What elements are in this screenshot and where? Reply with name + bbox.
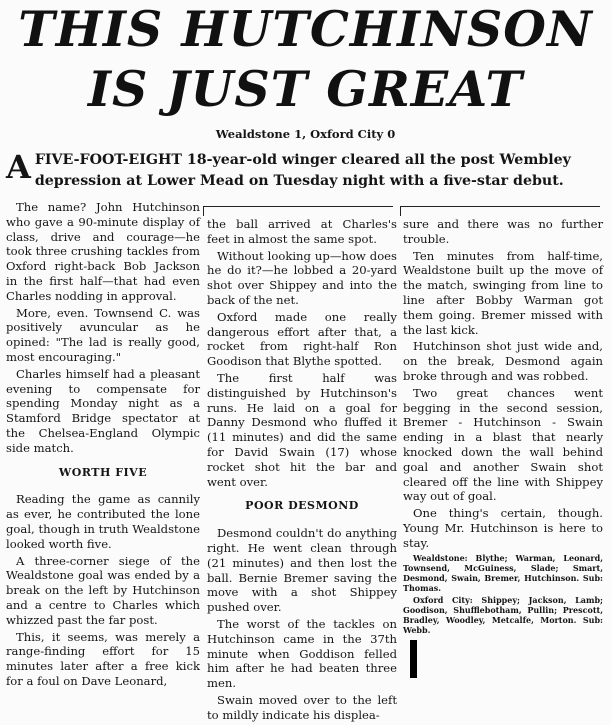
paragraph: Oxford made one really dangerous effort after that, a rocket from right-half Ron Goodison that Blythe spotted. bbox=[207, 309, 397, 369]
headline-line-2: IS JUST GREAT bbox=[88, 60, 523, 118]
column-rule-top-2 bbox=[203, 206, 393, 207]
column-divider-1 bbox=[203, 206, 204, 216]
paragraph: Reading the game as cannily as ever, he contributed the lone goal, though in truth Wealdstone looked worth five. bbox=[6, 492, 200, 551]
paragraph: Ten minutes from half-time, Wealdstone built up the move of the match, swinging from line to line after Bobby Warman got them going. Bremer missed with the last kick. bbox=[403, 248, 603, 337]
intro-paragraph bbox=[6, 150, 606, 192]
team-lineup-oxford: Oxford City: Shippey; Jackson, Lamb; Goodison, Shufflebotham, Pullin; Prescott, Bradley, Woodley, Metcalfe, Morton. Sub: Webb. bbox=[403, 594, 603, 635]
paragraph: The name? John Hutchinson who gave a 90-minute display of class, drive and courage—he took three crushing tackles from Oxford right-back Bob Jackson in the first half—that had even Charles nodding in approval. bbox=[6, 200, 200, 303]
paragraph: More, even. Townsend C. was positively avuncular as he opined: "The lad is really good, most encouraging." bbox=[6, 305, 200, 364]
paragraph: One thing's certain, though. Young Mr. Hutchinson is here to stay. bbox=[403, 506, 603, 550]
article-column-1 bbox=[6, 200, 200, 691]
paragraph: Swain moved over to the left to mildly indicate his displea- bbox=[207, 692, 397, 722]
paragraph: Hutchinson shot just wide and, on the break, Desmond again broke through and was robbed. bbox=[403, 339, 603, 383]
headline-line-1: THIS HUTCHINSON bbox=[18, 0, 593, 58]
paragraph: The worst of the tackles on Hutchinson came in the 37th minute when Goddison felled him after he had beaten three men. bbox=[207, 616, 397, 691]
paragraph: sure and there was no further trouble. bbox=[403, 217, 603, 246]
team-lineup-wealdstone: Wealdstone: Blythe; Warman, Leonard, Townsend, McGuiness, Slade; Smart, Desmond, Swain, Bremer, Hutchinson. Sub: Thomas. bbox=[403, 552, 603, 593]
paragraph: the ball arrived at Charles's feet in almost the same spot. bbox=[207, 217, 397, 246]
paragraph: Desmond couldn't do anything right. He went clean through (21 minutes) and then lost the ball. Bernie Bremer saving the move with a shot Shippey pushed over. bbox=[207, 526, 397, 615]
intro-text: FIVE-FOOT-EIGHT 18-year-old winger cleared all the post Wembley depression at Lower Mead on Tuesday night with a five-star debut. bbox=[34, 152, 571, 189]
column-divider-2 bbox=[400, 206, 401, 216]
paragraph: A three-corner siege of the Wealdstone goal was ended by a break on the left by Hutchinson and a centre to Charles which whizzed past the far post. bbox=[6, 553, 200, 627]
paragraph: The first half was distinguished by Hutchinson's runs. He laid on a goal for Danny Desmond who fluffed it (11 minutes) and did the same for David Swain (17) whose rocket shot hit the bar and went over. bbox=[207, 370, 397, 489]
subheading-poor-desmond: POOR DESMOND bbox=[245, 499, 359, 513]
article-column-3 bbox=[403, 217, 603, 637]
subheading-worth-five: WORTH FIVE bbox=[58, 465, 148, 479]
paragraph: Charles himself had a pleasant evening to compensate for spending Monday night as a Stamford Bridge spectator at the Chelsea-England Olympic side match. bbox=[6, 366, 200, 455]
paragraph: Two great chances went begging in the second session, Bremer - Hutchinson - Swain ending in a blast that nearly knocked down the wall behind goal and another Swain shot cleared off the line with Shippey way out of goal. bbox=[403, 385, 603, 504]
paragraph: This, it seems, was merely a range-finding effort for 15 minutes later after a free kick for a foul on Dave Leonard, bbox=[6, 629, 200, 688]
paragraph: Without looking up—how does he do it?—he lobbed a 20-yard shot over Shippey and into the back of the net. bbox=[207, 248, 397, 307]
match-score: Wealdstone 1, Oxford City 0 bbox=[215, 127, 396, 141]
article-column-2 bbox=[207, 217, 397, 725]
drop-cap: A bbox=[6, 148, 31, 186]
end-bar bbox=[410, 640, 417, 678]
column-rule-top-3 bbox=[400, 206, 600, 207]
